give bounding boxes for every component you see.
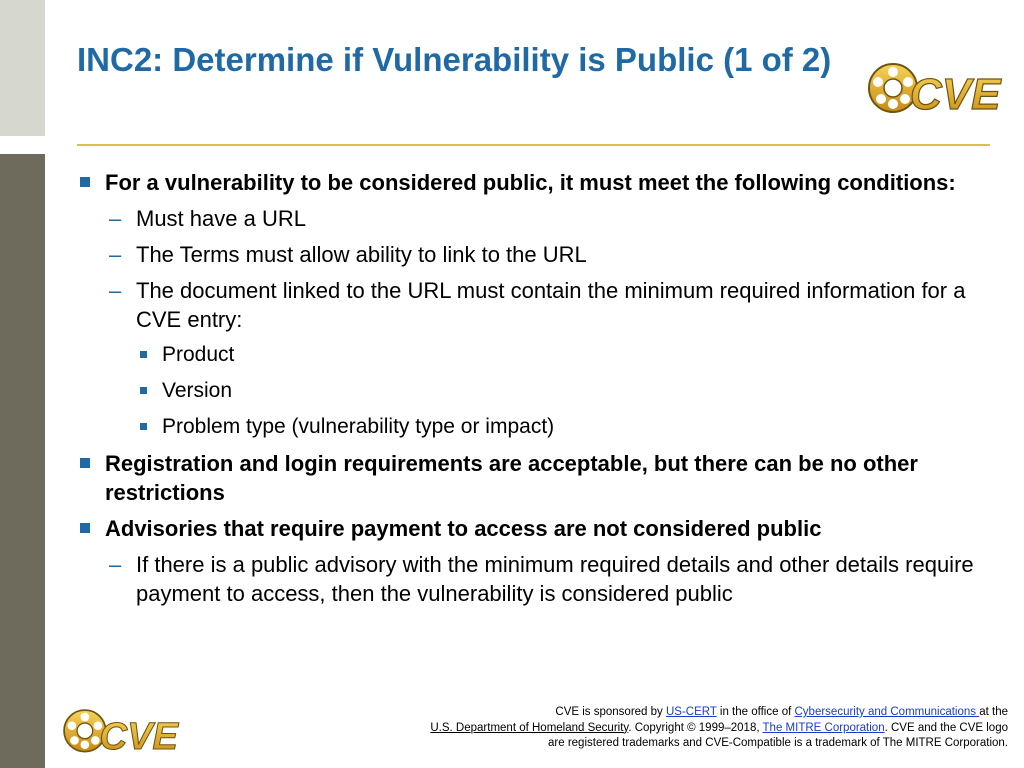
us-cert-link[interactable]: US-CERT <box>666 706 717 718</box>
subitem-terms: – The Terms must allow ability to link to the URL <box>109 242 587 267</box>
dhs-text: U.S. Department of Homeland Security <box>430 721 629 734</box>
svg-text:CVE: CVE <box>99 715 179 759</box>
slide-title: INC2: Determine if Vulnerability is Public (1 of 2) <box>77 41 832 78</box>
cve-logo-icon <box>866 57 1001 119</box>
slide-body <box>77 168 997 615</box>
square-bullet-icon <box>80 523 90 533</box>
cve-footer-logo-icon <box>60 704 179 759</box>
title-divider <box>77 144 990 146</box>
subitem-public-advisory: – If there is a public advisory with the minimum required details and other details require payment to access, then the vulnerability is considered public <box>109 552 974 606</box>
bullet-registration: Registration and login requirements are acceptable, but there can be no other restrictions <box>77 449 997 507</box>
list-item-product: Product <box>77 341 997 369</box>
cybersecurity-communications-link[interactable]: Cybersecurity and Communications <box>794 706 980 718</box>
dash-bullet-icon: – <box>109 278 122 303</box>
bullet-payment: Advisories that require payment to access are not considered public <box>77 514 997 543</box>
footer-copyright: CVE is sponsored by US-CERT in the office of Cybersecurity and Communications at the U.S. Department of Homeland Security. Copyright © 1999–2018, The MITRE Corporation. CVE and the CVE logo are registered trademarks and CVE-Compatible is a trademark of The MITRE Corporation. <box>430 706 1008 749</box>
mitre-link[interactable]: The MITRE Corporation <box>762 721 885 734</box>
bullet-public-conditions: For a vulnerability to be considered public, it must meet the following conditions: <box>77 168 997 197</box>
square-bullet-icon <box>140 351 147 358</box>
subitem-document: – The document linked to the URL must contain the minimum required information for a CVE entry: <box>109 278 966 332</box>
sidebar-accent-light <box>0 0 45 136</box>
square-bullet-icon <box>140 423 147 430</box>
list-item-version: Version <box>77 377 997 405</box>
square-bullet-icon <box>140 387 147 394</box>
sidebar-accent-dark <box>0 154 45 768</box>
dash-bullet-icon: – <box>109 206 122 231</box>
dash-bullet-icon: – <box>109 242 122 267</box>
subitem-url: – Must have a URL <box>109 206 306 231</box>
dash-bullet-icon: – <box>109 552 122 577</box>
list-item-problem-type: Problem type (vulnerability type or impact) <box>77 413 997 441</box>
square-bullet-icon <box>80 177 90 187</box>
svg-text:CVE: CVE <box>910 70 1001 119</box>
square-bullet-icon <box>80 458 90 468</box>
